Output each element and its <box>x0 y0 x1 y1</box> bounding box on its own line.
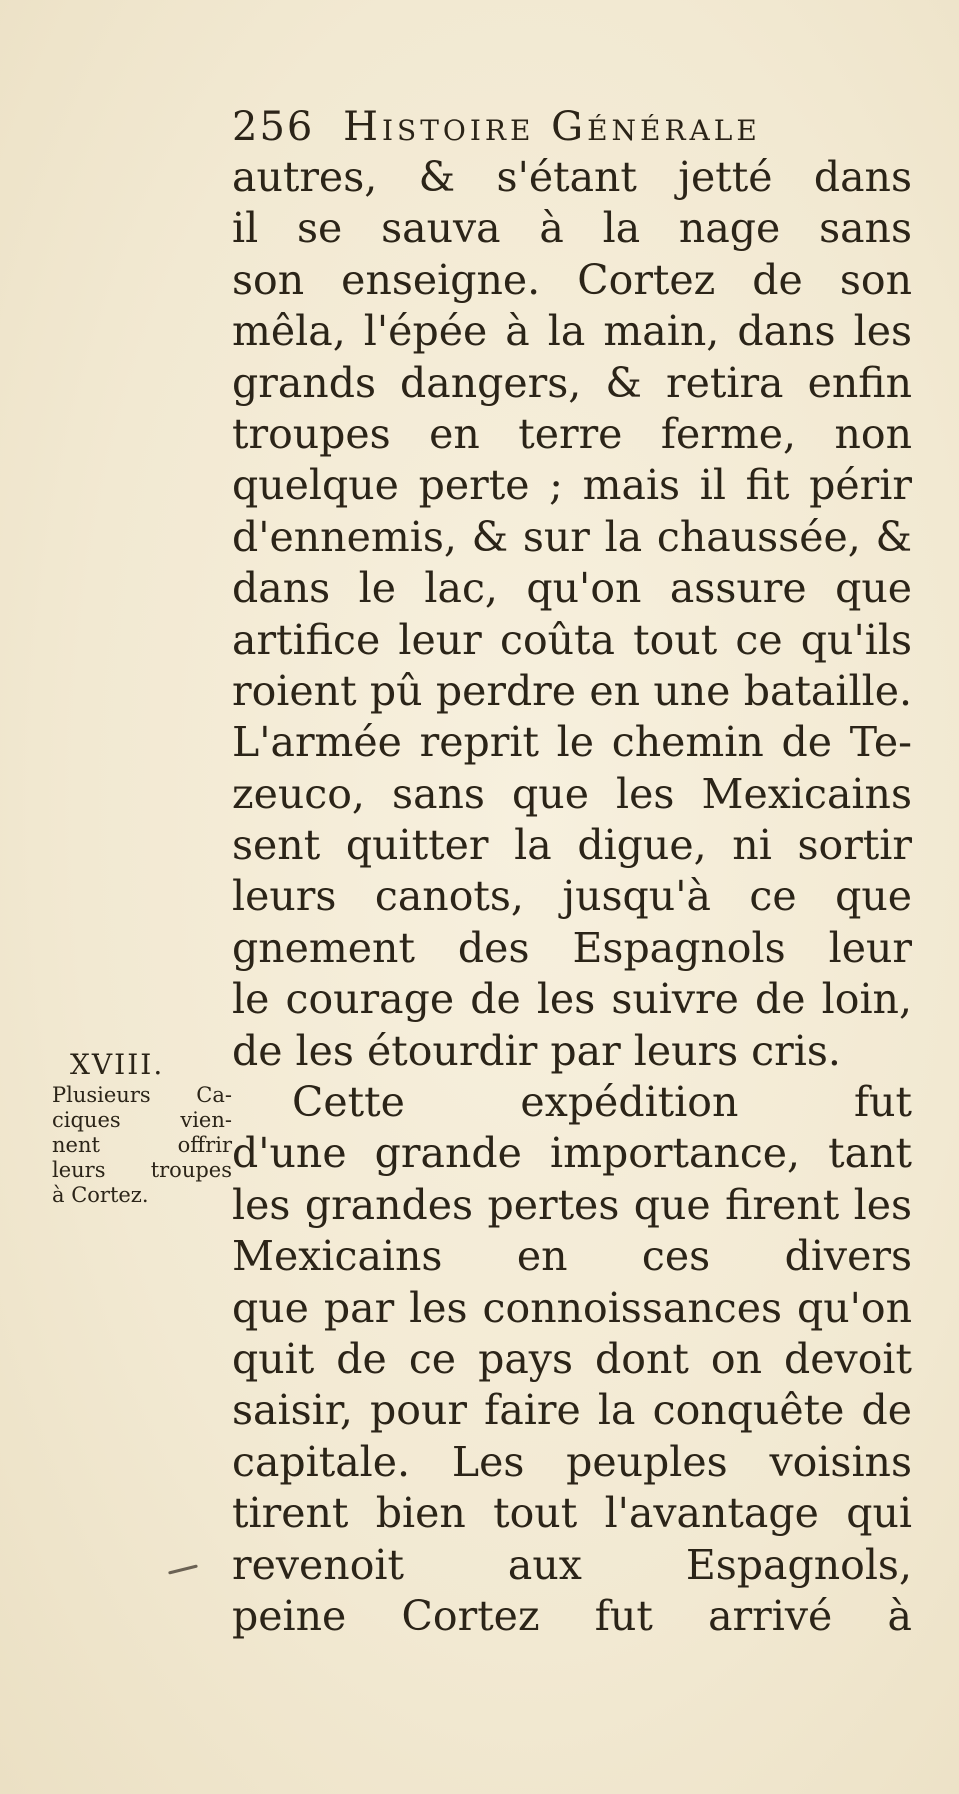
text-line: tirent bien tout l'avantage qui <box>232 1489 912 1538</box>
text-line: quit de ce pays dont on devoit <box>232 1334 912 1383</box>
text-line: L'armée reprit le chemin de Te- <box>232 718 912 767</box>
text-line: leurs canots, jusqu'à ce que <box>232 872 912 921</box>
ink-mark <box>168 1564 198 1574</box>
text-line: capitale. Les peuples voisins <box>232 1437 912 1486</box>
marginal-line: ciques vien- <box>52 1108 232 1132</box>
text-line: dans le lac, qu'on assure que <box>232 564 912 613</box>
text-line: zeuco, sans que les Mexicains <box>232 769 912 818</box>
marginal-line: Plusieurs Ca- <box>52 1083 232 1107</box>
text-line: revenoit aux Espagnols, <box>232 1540 912 1589</box>
running-title: Histoire Générale <box>343 104 761 150</box>
marginal-note <box>52 1048 232 1208</box>
marginal-line: à Cortez. <box>52 1183 149 1207</box>
text-line: son enseigne. Cortez de son <box>232 255 912 304</box>
text-line: il se sauva à la nage sans <box>232 204 912 253</box>
text-line: grands dangers, & retira enfin <box>232 358 912 407</box>
running-head <box>232 104 872 150</box>
text-line: artifice leur coûta tout ce qu'ils <box>232 615 912 664</box>
text-line: gnement des Espagnols leur <box>232 923 912 972</box>
text-line: quelque perte ; mais il fit périr <box>232 461 912 510</box>
page-number: 256 <box>232 104 315 150</box>
text-line: roient pû perdre en une bataille. <box>232 666 912 715</box>
text-line: mêla, l'épée à la main, dans les <box>232 307 912 356</box>
text-line: d'une grande importance, tant <box>232 1129 912 1178</box>
section-number: XVIII. <box>70 1048 165 1081</box>
marginal-line: nent offrir <box>52 1133 232 1157</box>
text-line: sent quitter la digue, ni sortir <box>232 821 912 870</box>
text-line: les grandes pertes que firent les <box>232 1180 912 1229</box>
text-line: de les étourdir par leurs cris. <box>232 1026 841 1075</box>
text-line: autres, & s'étant jetté dans <box>232 153 912 201</box>
text-line: le courage de les suivre de loin, <box>232 975 912 1024</box>
text-line: peine Cortez fut arrivé à <box>232 1591 912 1640</box>
marginal-line: leurs troupes <box>52 1158 232 1182</box>
text-line: troupes en terre ferme, non <box>232 409 912 458</box>
body-text <box>232 152 912 1642</box>
text-line: Mexicains en ces divers <box>232 1232 912 1281</box>
text-line: que par les connoissances qu'on <box>232 1283 912 1332</box>
text-line: Cette expédition fut <box>292 1078 912 1127</box>
text-line: saisir, pour faire la conquête de <box>232 1386 912 1435</box>
text-line: d'ennemis, & sur la chaussée, & <box>232 512 912 561</box>
